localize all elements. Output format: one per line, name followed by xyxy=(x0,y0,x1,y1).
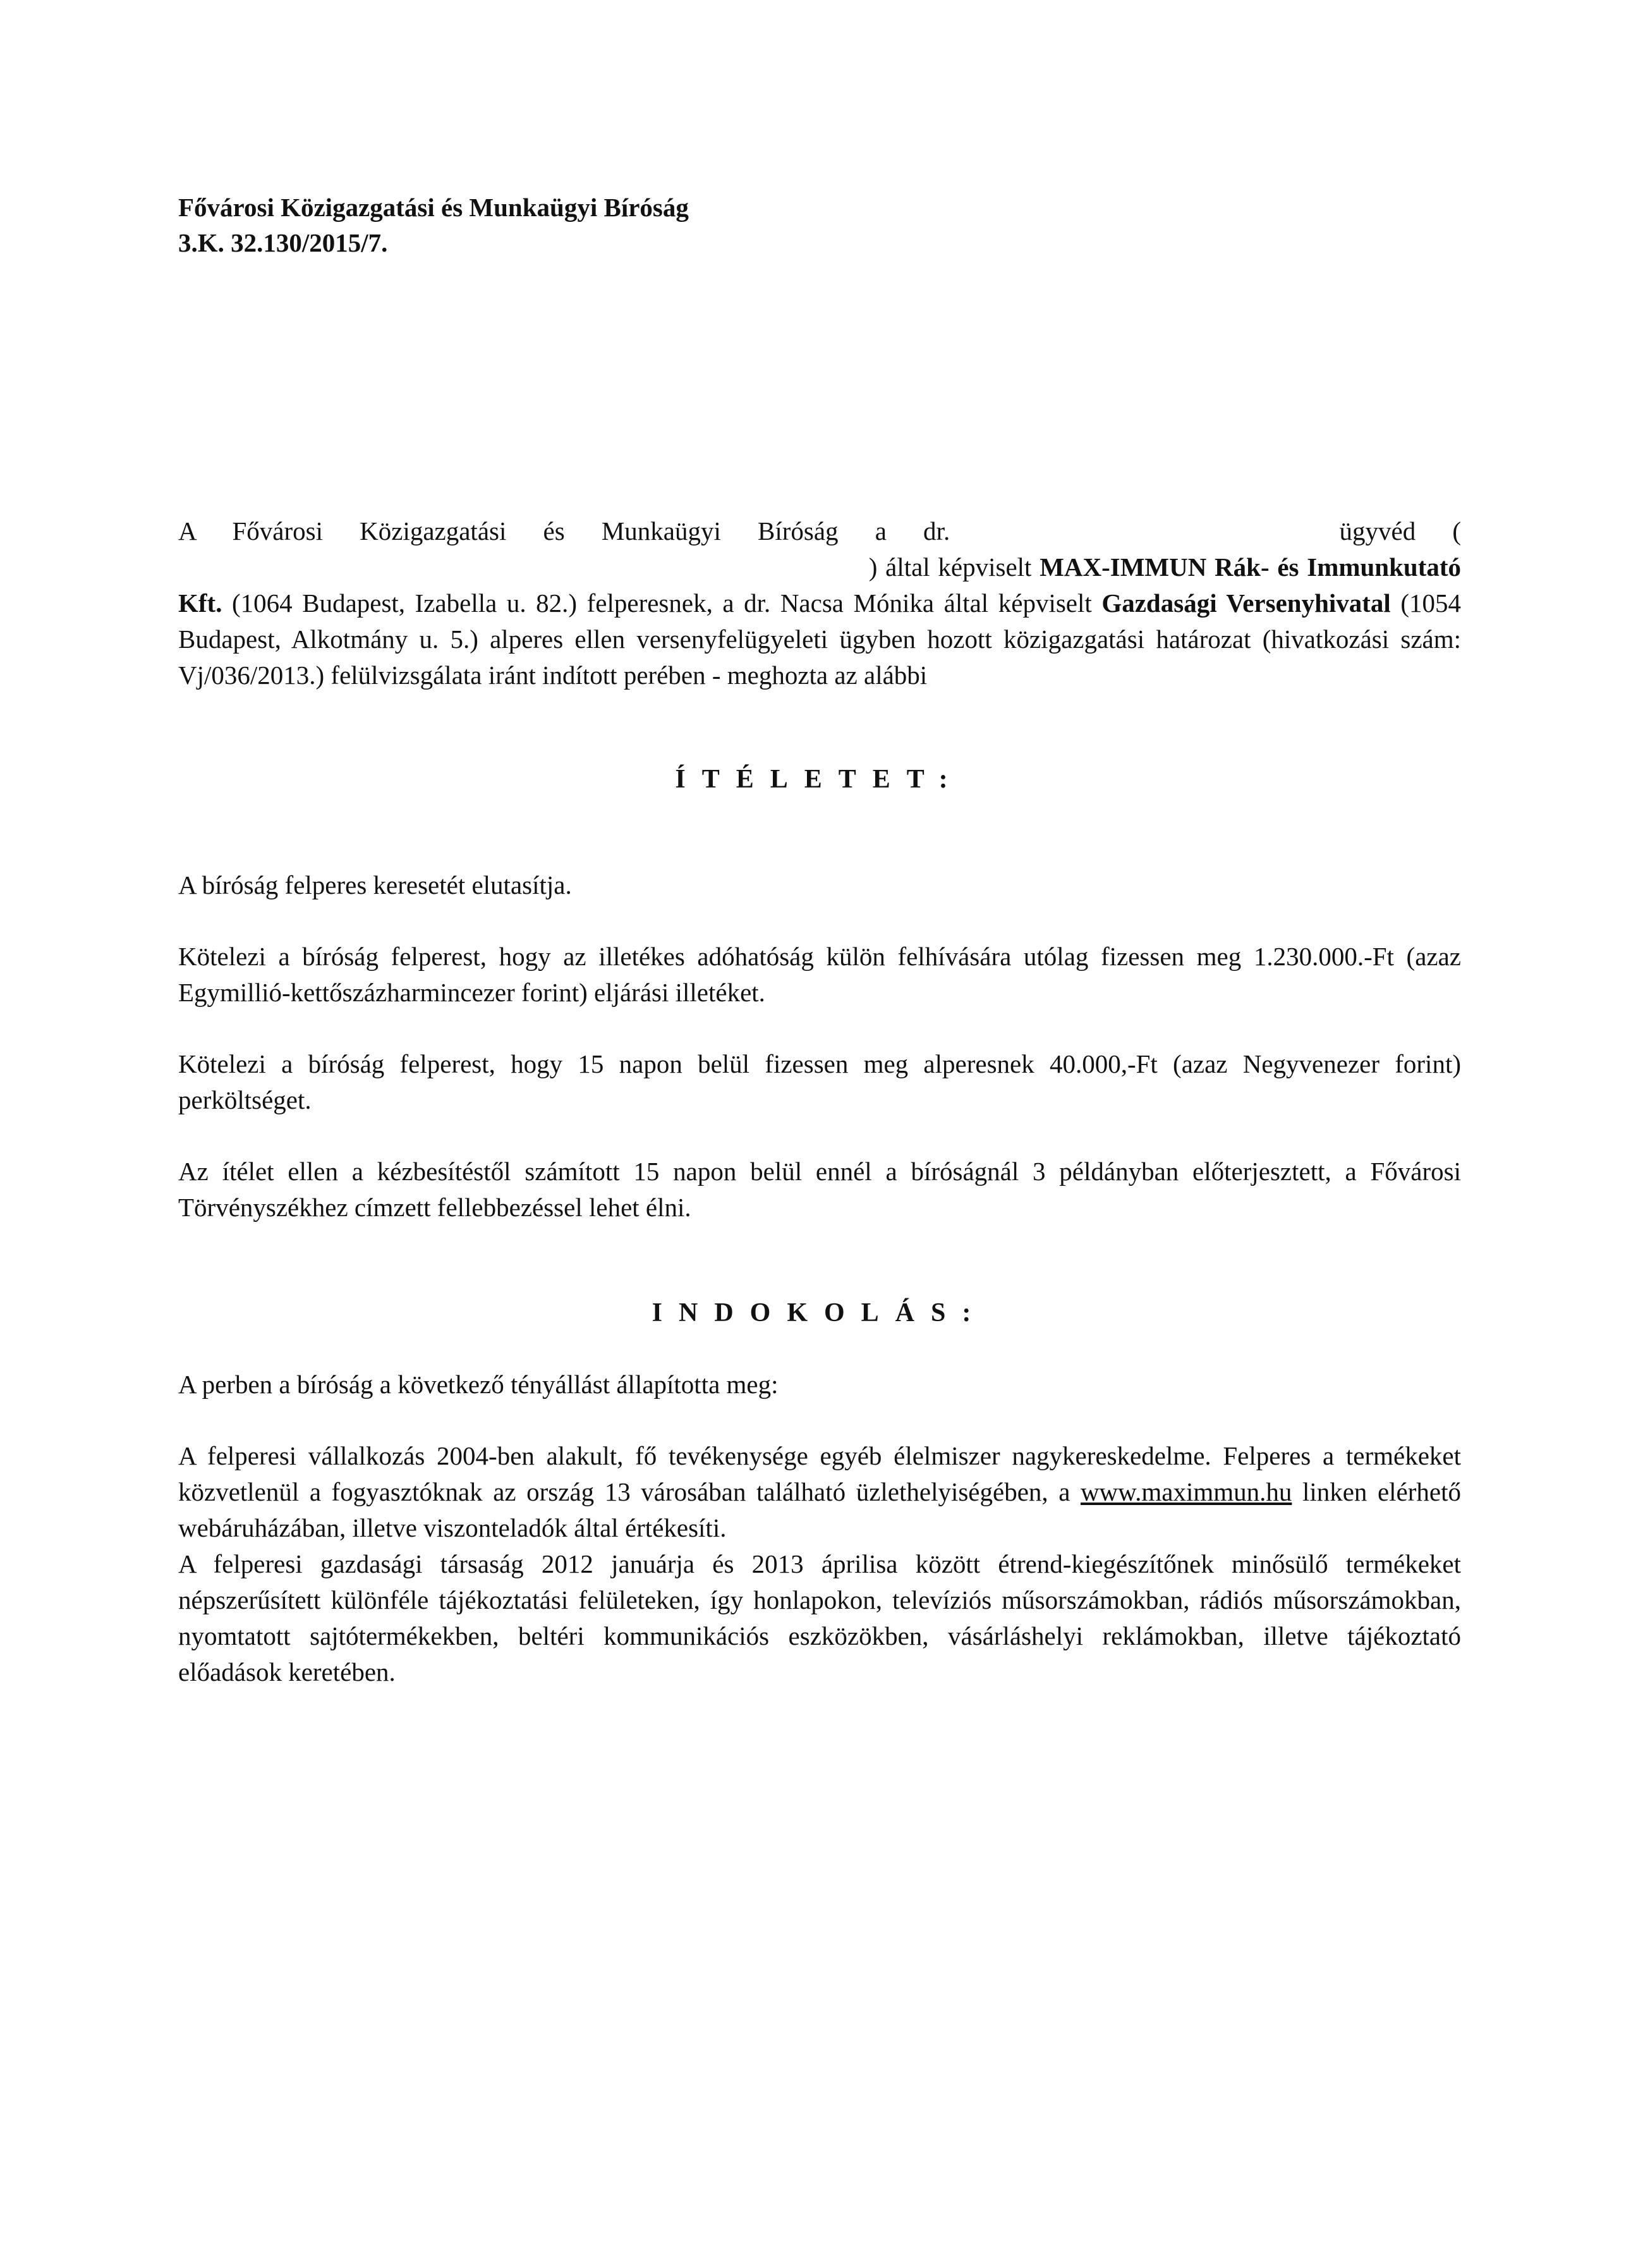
document-page xyxy=(178,190,1461,1690)
reasoning-p2-part2: linken elérhető webáruházában, illetve viszonteladók által értékesíti. xyxy=(178,1477,1461,1542)
website-link[interactable]: www.maximmun.hu xyxy=(1080,1477,1292,1506)
case-number: 3.K. 32.130/2015/7. xyxy=(178,228,388,257)
reasoning-paragraph-3: A felperesi gazdasági társaság 2012 januárja és 2013 áprilisa között étrend-kiegészítőnek minősülő termékeket népszerűsített különféle tájékoztatási felületeken, így honlapokon, televíziós műsorszámokban, rádiós műsorszámokban, nyomtatott sajtótermékekben, beltéri kommunikációs eszközökben, vásárláshelyi reklámokban, illetve tájékoztató előadások keretében. xyxy=(178,1549,1461,1686)
intro-paragraph xyxy=(178,513,1461,693)
reasoning-paragraph-2 xyxy=(178,1438,1461,1546)
reasoning-paragraph-1: A perben a bíróság a következő tényállást állapította meg: xyxy=(178,1370,779,1399)
intro-part3: ) által képviselt xyxy=(868,552,1032,582)
plaintiff-name: MAX-IMMUN Rák- és Immunkutató Kft. xyxy=(178,552,1462,618)
defendant-name: Gazdasági Versenyhivatal xyxy=(1101,588,1391,618)
intro-part5: (1054 Budapest, Alkotmány u. 5.) alperes ellen versenyfelügyeleti ügyben hozott közigazgatási határozat (hivatkozási szám: Vj/036/2013.) felülvizsgálata iránt indított perében - meghozta az alábbi xyxy=(178,588,1462,690)
document-header xyxy=(178,190,1461,260)
reasoning-heading: INDOKOLÁS: xyxy=(652,1298,988,1327)
reasoning-p2-part1: A felperesi vállalkozás 2004-ben alakult, fő tevékenysége egyéb élelmiszer nagykereskedelme. Felperes a termékeket közvetlenül a fogyasztóknak az ország 13 városában található üzlethelyiségében, a xyxy=(178,1441,1461,1506)
intro-part4: (1064 Budapest, Izabella u. 82.) felperesnek, a dr. Nacsa Mónika által képviselt xyxy=(232,588,1092,618)
judgment-paragraph-4: Az ítélet ellen a kézbesítéstől számított 15 napon belül ennél a bíróságnál 3 példányban előterjesztett, a Fővárosi Törvényszékhez címzett fellebbezéssel lehet élni. xyxy=(178,1157,1461,1222)
judgment-paragraph-3: Kötelezi a bíróság felperest, hogy 15 napon belül fizessen meg alperesnek 40.000,-Ft (azaz Negyvenezer forint) perköltséget. xyxy=(178,1049,1461,1114)
judgment-paragraph-1: A bíróság felperes keresetét elutasítja. xyxy=(178,870,572,899)
judgment-heading: ÍTÉLETET: xyxy=(675,765,964,794)
intro-part2: ügyvéd ( xyxy=(1339,516,1462,546)
judgment-paragraph-2: Kötelezi a bíróság felperest, hogy az illetékes adóhatóság külön felhívására utólag fizessen meg 1.230.000.-Ft (azaz Egymillió-kettőszázharmincezer forint) eljárási illetéket. xyxy=(178,942,1461,1007)
court-name: Fővárosi Közigazgatási és Munkaügyi Bíróság xyxy=(178,193,689,222)
intro-part1: A Fővárosi Közigazgatási és Munkaügyi Bíróság a dr. xyxy=(178,516,950,546)
